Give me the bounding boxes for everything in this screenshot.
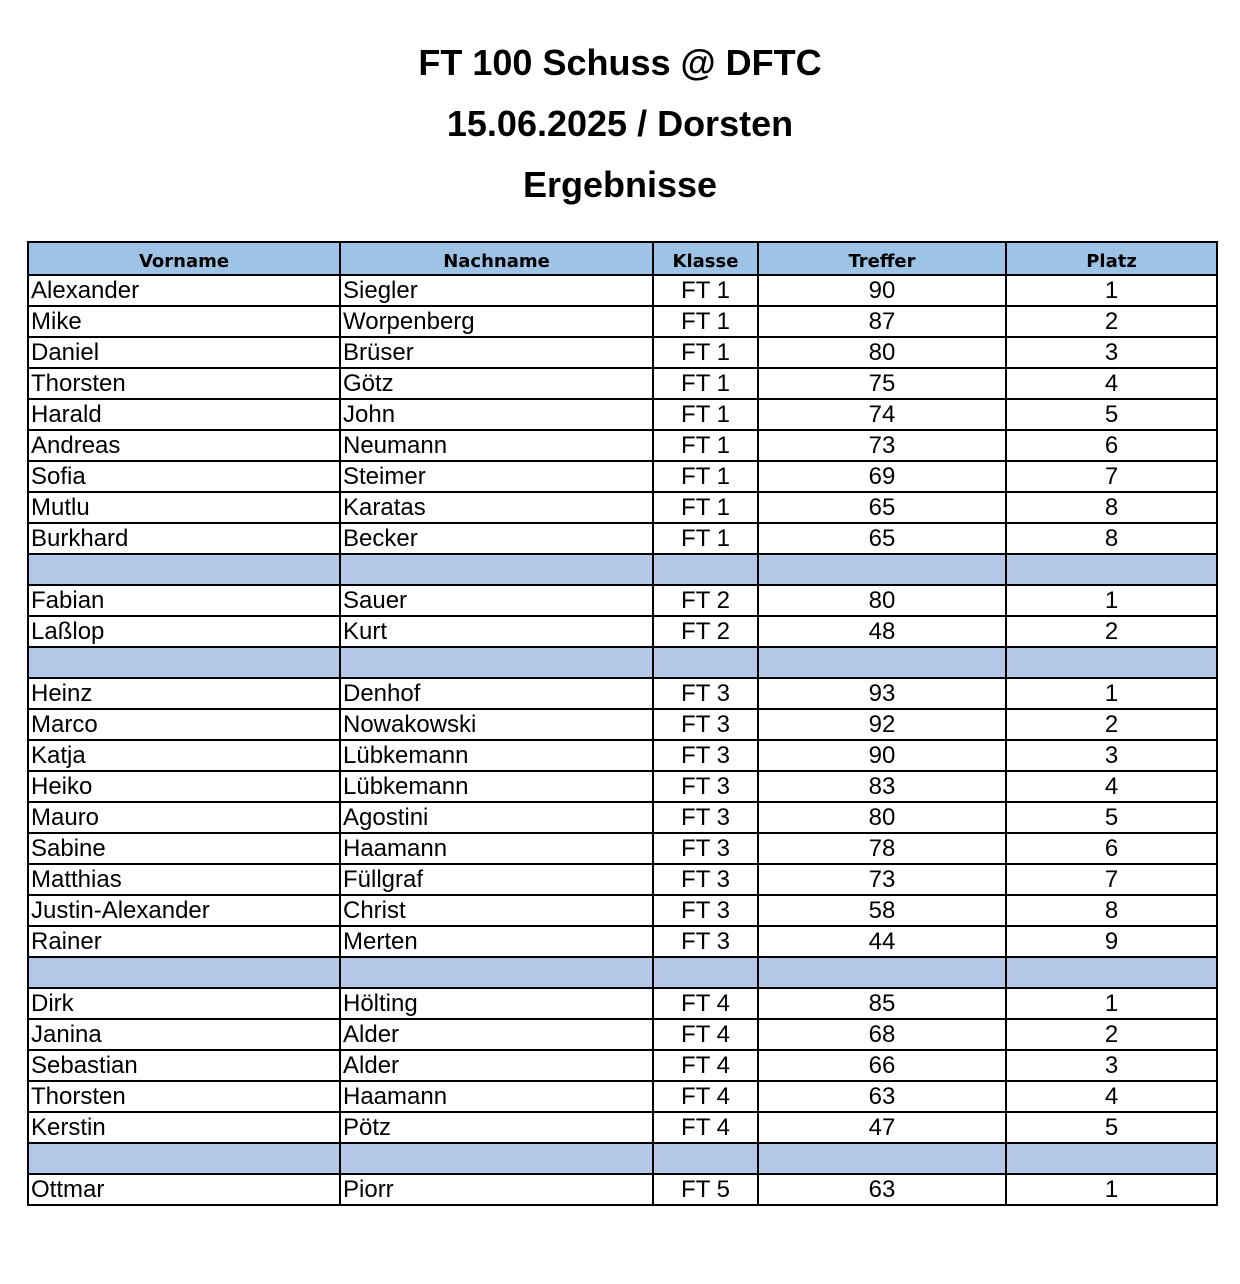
cell-platz: 9 xyxy=(1006,926,1217,957)
cell-klasse: FT 2 xyxy=(653,585,758,616)
cell-nachname: Becker xyxy=(340,523,653,554)
cell-klasse: FT 3 xyxy=(653,864,758,895)
results-table-body xyxy=(28,275,1217,1205)
cell-nachname: Denhof xyxy=(340,678,653,709)
cell-platz: 2 xyxy=(1006,616,1217,647)
table-row xyxy=(28,1050,1217,1081)
cell-nachname: Christ xyxy=(340,895,653,926)
group-separator-row xyxy=(28,647,1217,678)
cell-treffer: 47 xyxy=(758,1112,1006,1143)
cell-klasse: FT 1 xyxy=(653,368,758,399)
separator-cell xyxy=(653,957,758,988)
cell-nachname: Brüser xyxy=(340,337,653,368)
table-row xyxy=(28,1174,1217,1205)
cell-vorname: Alexander xyxy=(28,275,340,306)
cell-platz: 8 xyxy=(1006,895,1217,926)
cell-nachname: Steimer xyxy=(340,461,653,492)
table-row xyxy=(28,1081,1217,1112)
cell-treffer: 73 xyxy=(758,430,1006,461)
cell-vorname: Marco xyxy=(28,709,340,740)
table-row xyxy=(28,1019,1217,1050)
cell-platz: 8 xyxy=(1006,492,1217,523)
cell-nachname: Alder xyxy=(340,1019,653,1050)
cell-klasse: FT 1 xyxy=(653,306,758,337)
cell-klasse: FT 1 xyxy=(653,461,758,492)
cell-treffer: 80 xyxy=(758,802,1006,833)
cell-platz: 1 xyxy=(1006,678,1217,709)
table-row xyxy=(28,1112,1217,1143)
table-row xyxy=(28,678,1217,709)
cell-nachname: Karatas xyxy=(340,492,653,523)
cell-platz: 3 xyxy=(1006,740,1217,771)
cell-treffer: 48 xyxy=(758,616,1006,647)
cell-nachname: Sauer xyxy=(340,585,653,616)
table-row xyxy=(28,492,1217,523)
separator-cell xyxy=(340,1143,653,1174)
cell-treffer: 74 xyxy=(758,399,1006,430)
cell-platz: 1 xyxy=(1006,275,1217,306)
cell-klasse: FT 4 xyxy=(653,1112,758,1143)
group-separator-row xyxy=(28,1143,1217,1174)
cell-nachname: Lübkemann xyxy=(340,771,653,802)
cell-vorname: Heiko xyxy=(28,771,340,802)
separator-cell xyxy=(653,647,758,678)
cell-platz: 3 xyxy=(1006,1050,1217,1081)
table-row xyxy=(28,585,1217,616)
cell-treffer: 80 xyxy=(758,585,1006,616)
cell-platz: 2 xyxy=(1006,1019,1217,1050)
cell-nachname: Götz xyxy=(340,368,653,399)
cell-klasse: FT 1 xyxy=(653,492,758,523)
cell-klasse: FT 1 xyxy=(653,430,758,461)
table-header-row xyxy=(28,242,1217,275)
cell-platz: 4 xyxy=(1006,1081,1217,1112)
cell-vorname: Fabian xyxy=(28,585,340,616)
table-row xyxy=(28,802,1217,833)
cell-platz: 4 xyxy=(1006,771,1217,802)
cell-nachname: Alder xyxy=(340,1050,653,1081)
table-row xyxy=(28,430,1217,461)
cell-treffer: 58 xyxy=(758,895,1006,926)
cell-platz: 2 xyxy=(1006,306,1217,337)
column-header-vorname: Vorname xyxy=(28,242,340,275)
cell-platz: 8 xyxy=(1006,523,1217,554)
cell-vorname: Burkhard xyxy=(28,523,340,554)
cell-klasse: FT 1 xyxy=(653,523,758,554)
cell-treffer: 92 xyxy=(758,709,1006,740)
cell-treffer: 87 xyxy=(758,306,1006,337)
cell-platz: 7 xyxy=(1006,864,1217,895)
cell-klasse: FT 4 xyxy=(653,1050,758,1081)
cell-klasse: FT 1 xyxy=(653,275,758,306)
cell-vorname: Andreas xyxy=(28,430,340,461)
cell-vorname: Mauro xyxy=(28,802,340,833)
table-row xyxy=(28,523,1217,554)
column-header-platz: Platz xyxy=(1006,242,1217,275)
cell-klasse: FT 4 xyxy=(653,1081,758,1112)
cell-vorname: Heinz xyxy=(28,678,340,709)
cell-klasse: FT 1 xyxy=(653,337,758,368)
table-row xyxy=(28,337,1217,368)
cell-nachname: John xyxy=(340,399,653,430)
cell-klasse: FT 3 xyxy=(653,678,758,709)
separator-cell xyxy=(340,554,653,585)
cell-vorname: Thorsten xyxy=(28,1081,340,1112)
cell-vorname: Kerstin xyxy=(28,1112,340,1143)
cell-nachname: Siegler xyxy=(340,275,653,306)
column-header-treffer: Treffer xyxy=(758,242,1006,275)
cell-klasse: FT 1 xyxy=(653,399,758,430)
cell-vorname: Laßlop xyxy=(28,616,340,647)
cell-vorname: Mutlu xyxy=(28,492,340,523)
cell-klasse: FT 3 xyxy=(653,895,758,926)
cell-vorname: Dirk xyxy=(28,988,340,1019)
column-header-nachname: Nachname xyxy=(340,242,653,275)
cell-vorname: Mike xyxy=(28,306,340,337)
cell-nachname: Worpenberg xyxy=(340,306,653,337)
separator-cell xyxy=(758,1143,1006,1174)
cell-treffer: 80 xyxy=(758,337,1006,368)
table-row xyxy=(28,368,1217,399)
cell-platz: 5 xyxy=(1006,802,1217,833)
cell-klasse: FT 3 xyxy=(653,740,758,771)
cell-platz: 6 xyxy=(1006,430,1217,461)
table-row xyxy=(28,740,1217,771)
cell-treffer: 93 xyxy=(758,678,1006,709)
table-row xyxy=(28,895,1217,926)
event-title: FT 100 Schuss @ DFTC xyxy=(418,42,822,83)
table-row xyxy=(28,306,1217,337)
cell-treffer: 90 xyxy=(758,740,1006,771)
table-row xyxy=(28,461,1217,492)
cell-treffer: 78 xyxy=(758,833,1006,864)
event-date-location: 15.06.2025 / Dorsten xyxy=(446,103,794,144)
document-title-block xyxy=(0,32,1240,215)
cell-vorname: Sebastian xyxy=(28,1050,340,1081)
cell-treffer: 83 xyxy=(758,771,1006,802)
table-row xyxy=(28,864,1217,895)
group-separator-row xyxy=(28,957,1217,988)
cell-klasse: FT 5 xyxy=(653,1174,758,1205)
separator-cell xyxy=(28,554,340,585)
separator-cell xyxy=(758,647,1006,678)
cell-klasse: FT 4 xyxy=(653,1019,758,1050)
cell-vorname: Rainer xyxy=(28,926,340,957)
cell-treffer: 68 xyxy=(758,1019,1006,1050)
cell-platz: 7 xyxy=(1006,461,1217,492)
cell-platz: 3 xyxy=(1006,337,1217,368)
cell-klasse: FT 3 xyxy=(653,771,758,802)
separator-cell xyxy=(1006,554,1217,585)
separator-cell xyxy=(653,1143,758,1174)
table-row xyxy=(28,988,1217,1019)
cell-vorname: Katja xyxy=(28,740,340,771)
separator-cell xyxy=(1006,647,1217,678)
cell-klasse: FT 3 xyxy=(653,802,758,833)
cell-treffer: 75 xyxy=(758,368,1006,399)
separator-cell xyxy=(758,554,1006,585)
cell-treffer: 90 xyxy=(758,275,1006,306)
cell-treffer: 85 xyxy=(758,988,1006,1019)
cell-klasse: FT 4 xyxy=(653,988,758,1019)
cell-platz: 2 xyxy=(1006,709,1217,740)
table-row xyxy=(28,709,1217,740)
cell-vorname: Ottmar xyxy=(28,1174,340,1205)
cell-nachname: Hölting xyxy=(340,988,653,1019)
cell-vorname: Justin-Alexander xyxy=(28,895,340,926)
cell-klasse: FT 3 xyxy=(653,833,758,864)
cell-treffer: 73 xyxy=(758,864,1006,895)
cell-vorname: Harald xyxy=(28,399,340,430)
cell-treffer: 65 xyxy=(758,492,1006,523)
separator-cell xyxy=(653,554,758,585)
cell-vorname: Thorsten xyxy=(28,368,340,399)
cell-treffer: 63 xyxy=(758,1174,1006,1205)
table-row xyxy=(28,616,1217,647)
cell-nachname: Merten xyxy=(340,926,653,957)
cell-klasse: FT 3 xyxy=(653,926,758,957)
column-header-klasse: Klasse xyxy=(653,242,758,275)
cell-treffer: 44 xyxy=(758,926,1006,957)
separator-cell xyxy=(758,957,1006,988)
cell-platz: 5 xyxy=(1006,1112,1217,1143)
table-row xyxy=(28,275,1217,306)
separator-cell xyxy=(340,647,653,678)
table-row xyxy=(28,926,1217,957)
separator-cell xyxy=(28,957,340,988)
cell-vorname: Sabine xyxy=(28,833,340,864)
cell-platz: 5 xyxy=(1006,399,1217,430)
group-separator-row xyxy=(28,554,1217,585)
table-row xyxy=(28,771,1217,802)
table-row xyxy=(28,833,1217,864)
separator-cell xyxy=(28,647,340,678)
cell-vorname: Matthias xyxy=(28,864,340,895)
cell-nachname: Agostini xyxy=(340,802,653,833)
cell-klasse: FT 2 xyxy=(653,616,758,647)
cell-platz: 1 xyxy=(1006,585,1217,616)
cell-nachname: Haamann xyxy=(340,1081,653,1112)
cell-platz: 1 xyxy=(1006,988,1217,1019)
cell-nachname: Füllgraf xyxy=(340,864,653,895)
cell-nachname: Piorr xyxy=(340,1174,653,1205)
cell-nachname: Lübkemann xyxy=(340,740,653,771)
cell-vorname: Janina xyxy=(28,1019,340,1050)
cell-platz: 4 xyxy=(1006,368,1217,399)
results-table xyxy=(27,241,1218,1206)
separator-cell xyxy=(1006,957,1217,988)
cell-vorname: Daniel xyxy=(28,337,340,368)
separator-cell xyxy=(340,957,653,988)
separator-cell xyxy=(28,1143,340,1174)
cell-nachname: Nowakowski xyxy=(340,709,653,740)
cell-vorname: Sofia xyxy=(28,461,340,492)
cell-nachname: Kurt xyxy=(340,616,653,647)
table-row xyxy=(28,399,1217,430)
cell-treffer: 69 xyxy=(758,461,1006,492)
cell-treffer: 65 xyxy=(758,523,1006,554)
separator-cell xyxy=(1006,1143,1217,1174)
cell-platz: 1 xyxy=(1006,1174,1217,1205)
cell-nachname: Haamann xyxy=(340,833,653,864)
cell-nachname: Neumann xyxy=(340,430,653,461)
results-heading: Ergebnisse xyxy=(522,164,718,205)
cell-nachname: Pötz xyxy=(340,1112,653,1143)
cell-treffer: 66 xyxy=(758,1050,1006,1081)
cell-platz: 6 xyxy=(1006,833,1217,864)
cell-treffer: 63 xyxy=(758,1081,1006,1112)
cell-klasse: FT 3 xyxy=(653,709,758,740)
